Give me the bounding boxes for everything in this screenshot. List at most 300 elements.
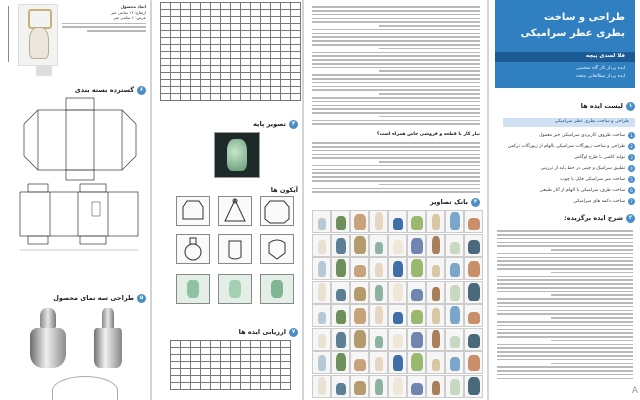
table-cell (261, 73, 271, 80)
text-line (312, 172, 480, 174)
gallery-bottle-graphic (468, 218, 480, 230)
table-cell (171, 66, 181, 73)
gallery-thumbnail (369, 234, 388, 257)
table-cell (251, 31, 261, 38)
table-cell (231, 66, 241, 73)
gallery-bottle-graphic (468, 312, 480, 324)
table-cell (181, 3, 191, 10)
gallery-thumbnail (369, 375, 388, 398)
gallery-thumbnail (407, 234, 426, 257)
table-cell (221, 66, 231, 73)
idea-number-badge: 5 (628, 176, 635, 183)
table-cell (201, 66, 211, 73)
table-cell (251, 3, 261, 10)
table-cell (241, 66, 251, 73)
text-line (312, 67, 480, 69)
gallery-thumbnail (426, 281, 445, 304)
gallery-bottle-graphic (318, 334, 326, 348)
text-line (497, 238, 633, 240)
jade-bottle-thumb (271, 280, 283, 298)
table-cell (211, 17, 221, 24)
gallery-thumbnail (331, 234, 350, 257)
text-line (551, 249, 633, 251)
table-cell (201, 59, 211, 66)
table-cell (221, 362, 231, 369)
icons-section-title: آیکون ها (270, 186, 298, 194)
table-cell (171, 355, 181, 362)
table-cell (211, 31, 221, 38)
text-line (312, 33, 480, 35)
text-line (497, 264, 633, 266)
table-cell (211, 348, 221, 355)
text-line (497, 329, 633, 331)
table-cell (181, 94, 191, 101)
table-cell (211, 66, 221, 73)
table-cell (251, 45, 261, 52)
gallery-thumbnail (312, 375, 331, 398)
table-cell (191, 24, 201, 31)
table-cell (291, 31, 301, 38)
table-cell (271, 383, 281, 390)
gallery-thumbnail (407, 210, 426, 233)
text-line (312, 142, 480, 144)
table-cell (221, 24, 231, 31)
gallery-bottle-graphic (468, 334, 480, 348)
table-cell (291, 94, 301, 101)
icon-cell-photo (176, 274, 210, 304)
gallery-thumbnail (331, 304, 350, 327)
gallery-bottle-graphic (375, 242, 383, 254)
table-cell (171, 362, 181, 369)
table-cell (201, 3, 211, 10)
gallery-bottle-graphic (411, 259, 423, 277)
table-cell (221, 45, 231, 52)
table-cell (291, 87, 301, 94)
gallery-bottle-graphic (432, 214, 440, 230)
gallery-thumbnail (407, 257, 426, 280)
table-cell (231, 87, 241, 94)
icon-cell (218, 196, 252, 226)
table-cell (171, 10, 181, 17)
table-cell (291, 24, 301, 31)
table-cell (271, 355, 281, 362)
gallery-thumbnail (350, 234, 369, 257)
table-cell (161, 3, 171, 10)
table-cell (261, 3, 271, 10)
table-cell (161, 31, 171, 38)
gallery-thumbnail (445, 351, 464, 374)
gallery-thumbnail (331, 210, 350, 233)
gallery-bottle-graphic (318, 240, 326, 254)
text-line (497, 355, 633, 357)
references-heading: نیاز کار با قطعه و فروشی خاص همراه است؟ (376, 132, 480, 137)
table-cell (181, 38, 191, 45)
table-row (161, 52, 301, 59)
table-row (161, 87, 301, 94)
gallery-thumbnail (350, 375, 369, 398)
gallery-bottle-graphic (432, 265, 440, 277)
render-body (30, 328, 66, 368)
book-title-line-2: بطری عطر سرامیکی (520, 28, 625, 39)
text-line (497, 245, 633, 247)
text-line (312, 169, 480, 171)
idea-list-item (503, 130, 635, 141)
table-cell (241, 348, 251, 355)
bottle-top-graphic (28, 9, 52, 29)
table-cell (181, 362, 191, 369)
three-view-renders (22, 306, 146, 400)
idea-list-item (503, 196, 635, 207)
text-line (312, 74, 480, 76)
idea-list-item (503, 174, 635, 185)
base-image-section-heading (212, 118, 298, 130)
table-cell (181, 45, 191, 52)
gallery-thumbnail (445, 328, 464, 351)
table-cell (241, 3, 251, 10)
text-line (312, 78, 480, 80)
idea-list-item (503, 163, 635, 174)
table-cell (281, 52, 291, 59)
table-cell (211, 362, 221, 369)
table-cell (221, 59, 231, 66)
table-cell (201, 52, 211, 59)
table-cell (161, 87, 171, 94)
table-cell (211, 341, 221, 348)
gallery-thumbnail (426, 351, 445, 374)
gallery-bottle-graphic (411, 238, 423, 254)
gallery-thumbnail (426, 328, 445, 351)
table-cell (191, 383, 201, 390)
evaluation-section-title: ارزیابی ایده ها (238, 328, 286, 336)
text-line (379, 161, 480, 163)
text-line (312, 180, 480, 182)
idea-number-badge: 3 (628, 154, 635, 161)
text-line (312, 165, 480, 167)
gallery-thumbnail (388, 351, 407, 374)
gallery-bottle-graphic (432, 236, 440, 254)
gallery-bottle-graphic (354, 381, 366, 395)
text-line (312, 55, 480, 57)
dimensions-height: ارتفاع: ۱۲ سانتی متر (110, 9, 146, 15)
gallery-bottle-graphic (432, 287, 440, 301)
table-cell (201, 87, 211, 94)
table-cell (241, 59, 251, 66)
table-cell (261, 87, 271, 94)
gallery-thumbnail (464, 351, 483, 374)
gallery-bottle-graphic (411, 353, 423, 371)
gallery-bottle-graphic (450, 212, 460, 230)
table-cell (291, 73, 301, 80)
gallery-thumbnail (426, 234, 445, 257)
book-subtitle-1: ایده پرداز کار گاه شخصی (576, 66, 625, 71)
product-dimensions-text (62, 4, 146, 34)
table-cell (201, 369, 211, 376)
packaging-section-title: گسترده بسته بندی (74, 86, 134, 94)
table-cell (241, 80, 251, 87)
evaluation-section-heading (212, 326, 298, 338)
text-line (497, 313, 633, 315)
table-cell (201, 31, 211, 38)
table-cell (281, 3, 291, 10)
text-line (497, 347, 633, 349)
table-cell (201, 17, 211, 24)
page-panel-4 (489, 0, 640, 400)
idea-number-badge: 2 (628, 143, 635, 150)
table-cell (251, 369, 261, 376)
table-cell (231, 59, 241, 66)
text-line (312, 44, 480, 46)
table-cell (171, 341, 181, 348)
table-row (161, 3, 301, 10)
packaging-dieline-drawing (18, 96, 143, 276)
table-cell (211, 80, 221, 87)
table-cell (241, 87, 251, 94)
gallery-thumbnail (464, 257, 483, 280)
table-cell (261, 17, 271, 24)
gallery-bottle-graphic (450, 285, 460, 301)
gallery-bottle-graphic (432, 381, 440, 395)
table-cell (281, 38, 291, 45)
gallery-thumbnail (369, 328, 388, 351)
render-cap (102, 308, 114, 328)
ideas-section-title: لیست ایده ها (580, 102, 623, 110)
table-row (161, 24, 301, 31)
text-line (312, 150, 480, 152)
table-cell (281, 17, 291, 24)
table-cell (271, 376, 281, 383)
table-cell (211, 45, 221, 52)
table-cell (191, 10, 201, 17)
icon-cell (260, 234, 294, 264)
text-line (312, 63, 480, 65)
table-cell (281, 24, 291, 31)
table-cell (211, 59, 221, 66)
table-cell (271, 80, 281, 87)
gallery-thumbnail (312, 257, 331, 280)
gallery-thumbnail (388, 304, 407, 327)
gallery-bottle-graphic (450, 263, 460, 277)
table-cell (291, 10, 301, 17)
gallery-thumbnail (388, 234, 407, 257)
idea-label: ساخت طرف سرامیکی با الهام از آثار طبیعی (539, 188, 625, 193)
table-cell (201, 24, 211, 31)
table-cell (231, 362, 241, 369)
text-line (497, 378, 633, 380)
table-cell (201, 80, 211, 87)
render-view-side (88, 308, 128, 370)
table-cell (171, 45, 181, 52)
gallery-thumbnail (331, 351, 350, 374)
image-gallery-grid (312, 210, 482, 398)
table-cell (251, 10, 261, 17)
gallery-thumbnail (388, 257, 407, 280)
gallery-thumbnail (312, 304, 331, 327)
dimensions-heading: ابعاد محصول (120, 4, 146, 9)
dimension-line (8, 6, 9, 62)
table-cell (261, 369, 271, 376)
gallery-bottle-graphic (354, 214, 366, 230)
table-cell (241, 73, 251, 80)
gallery-thumbnail (350, 257, 369, 280)
table-cell (221, 376, 231, 383)
table-row (161, 66, 301, 73)
table-cell (181, 341, 191, 348)
text-line (497, 374, 633, 376)
gallery-thumbnail (426, 257, 445, 280)
table-cell (161, 73, 171, 80)
table-cell (171, 31, 181, 38)
table-cell (241, 362, 251, 369)
render-view-front (26, 308, 70, 370)
table-row (171, 369, 291, 376)
text-line (551, 272, 633, 274)
jade-bottle-graphic (227, 139, 247, 171)
text-line (312, 52, 480, 54)
gallery-bottle-graphic (318, 377, 326, 395)
table-row (171, 348, 291, 355)
text-line (312, 82, 480, 84)
table-cell (201, 383, 211, 390)
table-cell (211, 383, 221, 390)
text-line (312, 40, 480, 42)
icon-cell-photo (218, 274, 252, 304)
table-cell (291, 45, 301, 52)
text-line (312, 123, 480, 125)
text-line (312, 6, 480, 8)
jade-bottle-thumb (229, 280, 241, 298)
table-cell (241, 45, 251, 52)
text-line (497, 332, 633, 334)
gallery-bottle-graphic (375, 285, 383, 301)
gallery-thumbnail (312, 281, 331, 304)
table-cell (261, 45, 271, 52)
gallery-thumbnail (464, 328, 483, 351)
icon-cell-photo (260, 274, 294, 304)
table-cell (191, 45, 201, 52)
gallery-bottle-graphic (375, 336, 383, 348)
table-cell (181, 17, 191, 24)
text-line (62, 23, 146, 25)
three-view-section-title: طراحی سه نمای محصول (53, 294, 134, 302)
gallery-bottle-graphic (393, 240, 403, 254)
gallery-bottle-graphic (411, 332, 423, 348)
page-panel-3 (304, 0, 487, 400)
table-cell (201, 94, 211, 101)
gallery-bottle-graphic (450, 379, 460, 395)
table-cell (221, 38, 231, 45)
gallery-thumbnail (350, 281, 369, 304)
table-cell (221, 369, 231, 376)
table-cell (281, 59, 291, 66)
table-cell (181, 80, 191, 87)
table-cell (281, 73, 291, 80)
table-cell (211, 87, 221, 94)
table-cell (231, 45, 241, 52)
gallery-thumbnail (464, 281, 483, 304)
table-cell (251, 66, 261, 73)
table-cell (261, 94, 271, 101)
gallery-thumbnail (445, 375, 464, 398)
text-line (312, 120, 480, 122)
table-cell (161, 38, 171, 45)
table-cell (281, 362, 291, 369)
table-row (171, 362, 291, 369)
gallery-bottle-graphic (375, 212, 383, 230)
table-cell (171, 87, 181, 94)
table-cell (161, 45, 171, 52)
table-cell (191, 59, 201, 66)
gallery-bottle-graphic (336, 383, 346, 395)
table-cell (281, 31, 291, 38)
table-cell (241, 94, 251, 101)
table-cell (241, 10, 251, 17)
table-cell (281, 341, 291, 348)
table-cell (281, 383, 291, 390)
table-cell (271, 87, 281, 94)
gallery-thumbnail (445, 210, 464, 233)
gallery-bottle-graphic (354, 236, 366, 254)
table-cell (271, 348, 281, 355)
table-cell (191, 376, 201, 383)
table-cell (181, 87, 191, 94)
text-line (497, 310, 633, 312)
gallery-thumbnail (407, 351, 426, 374)
table-cell (251, 94, 261, 101)
gallery-thumbnail (464, 210, 483, 233)
table-cell (291, 38, 301, 45)
table-cell (211, 355, 221, 362)
idea-number-badge: 7 (628, 198, 635, 205)
gallery-bottle-graphic (432, 359, 440, 371)
table-cell (171, 52, 181, 59)
table-cell (241, 383, 251, 390)
table-cell (191, 31, 201, 38)
table-row (161, 31, 301, 38)
section-number-badge: ۶ (137, 86, 146, 95)
idea-number-badge: 6 (628, 187, 635, 194)
page-panel-2 (152, 0, 302, 400)
table-cell (271, 10, 281, 17)
gallery-bottle-graphic (468, 240, 480, 254)
render-cap (40, 308, 56, 328)
table-cell (251, 59, 261, 66)
table-cell (161, 17, 171, 24)
table-cell (241, 24, 251, 31)
text-block-middle (312, 140, 480, 195)
table-cell (251, 362, 261, 369)
gallery-bottle-graphic (354, 265, 366, 277)
chosen-idea-text (497, 228, 633, 381)
table-cell (231, 94, 241, 101)
gallery-thumbnail (312, 351, 331, 374)
gallery-bottle-graphic (411, 310, 423, 324)
text-line (62, 26, 146, 28)
gallery-bottle-graphic (318, 218, 326, 230)
gallery-thumbnail (312, 210, 331, 233)
gallery-thumbnail (388, 281, 407, 304)
table-cell (251, 73, 261, 80)
text-line (312, 157, 480, 159)
gallery-bottle-graphic (318, 312, 326, 324)
gallery-bottle-graphic (336, 289, 346, 301)
table-row (161, 73, 301, 80)
text-line (312, 86, 480, 88)
table-cell (161, 52, 171, 59)
gallery-bottle-graphic (375, 306, 383, 324)
table-cell (231, 31, 241, 38)
section-number-badge: ۵ (137, 294, 146, 303)
jade-bottle-thumb (187, 280, 199, 298)
